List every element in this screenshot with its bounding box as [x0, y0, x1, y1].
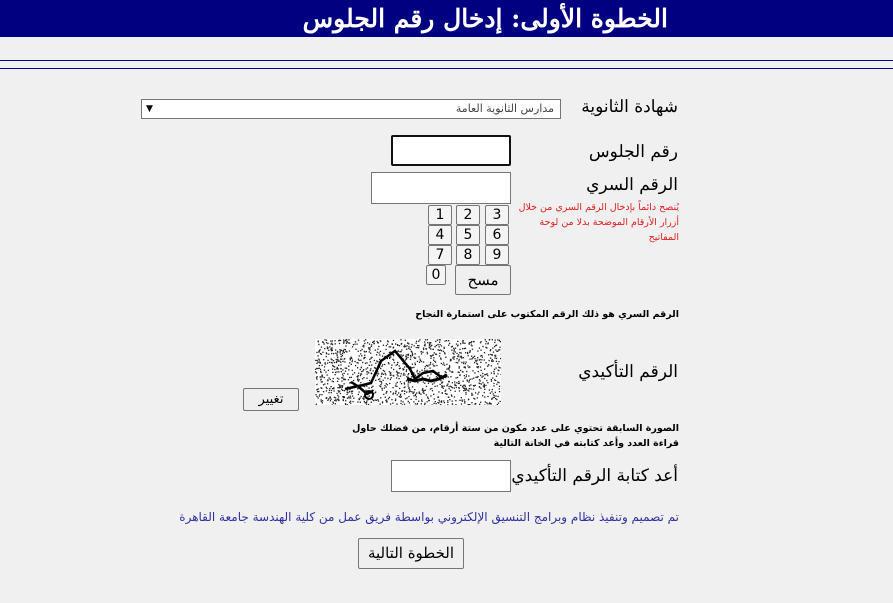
seat-number-label: رقم الجلوس [588, 142, 678, 162]
divider-top [0, 60, 893, 61]
clear-button[interactable]: مسح [455, 265, 511, 295]
certificate-selected-value: مدارس الثانوية العامة [455, 102, 554, 115]
key-2[interactable]: 2 [456, 205, 480, 225]
page-title: الخطوة الأولى: إدخال رقم الجلوس [0, 0, 893, 37]
seat-number-input[interactable] [391, 135, 511, 166]
key-6[interactable]: 6 [485, 225, 509, 245]
key-4[interactable]: 4 [428, 225, 452, 245]
key-3[interactable]: 3 [485, 205, 509, 225]
key-8[interactable]: 8 [456, 245, 480, 265]
key-1[interactable]: 1 [428, 205, 452, 225]
captcha-label: الرقم التأكيدي [578, 362, 678, 382]
captcha-change-button[interactable]: تغيير [243, 388, 299, 411]
confirm-captcha-input[interactable] [391, 460, 511, 492]
key-7[interactable]: 7 [428, 245, 452, 265]
captcha-note: الصورة السابقة تحتوي على عدد مكون من ستة أرقام، من فضلك حاول قراءة العدد وأعد كتابته في الخانة التالية [352, 423, 679, 449]
next-step-button[interactable]: الخطوة التالية [358, 538, 464, 569]
secret-number-label: الرقم السري [586, 175, 678, 195]
key-5[interactable]: 5 [456, 225, 480, 245]
chevron-down-icon: ▼ [146, 104, 153, 114]
captcha-image [315, 339, 501, 405]
certificate-label: شهادة الثانوية [581, 97, 678, 117]
divider-bottom [0, 68, 893, 69]
secret-number-input[interactable] [371, 172, 511, 204]
confirm-captcha-label: أعد كتابة الرقم التأكيدي [511, 466, 678, 486]
credit-text: تم تصميم وتنفيذ نظام وبرامج التنسيق الإلكتروني بواسطة فريق عمل من كلية الهندسة جامعة القاهرة [179, 510, 679, 524]
key-9[interactable]: 9 [485, 245, 509, 265]
secret-keypad-advice: يُنصح دائماً بإدخال الرقم السري من خلال أزرار الأرقام الموضحة بدلا من لوحة المفاتيح [518, 202, 679, 243]
certificate-select[interactable] [141, 99, 561, 119]
secret-number-hint: الرقم السري هو ذلك الرقم المكتوب على استمارة النجاح [415, 309, 679, 320]
key-0[interactable]: 0 [426, 265, 446, 285]
